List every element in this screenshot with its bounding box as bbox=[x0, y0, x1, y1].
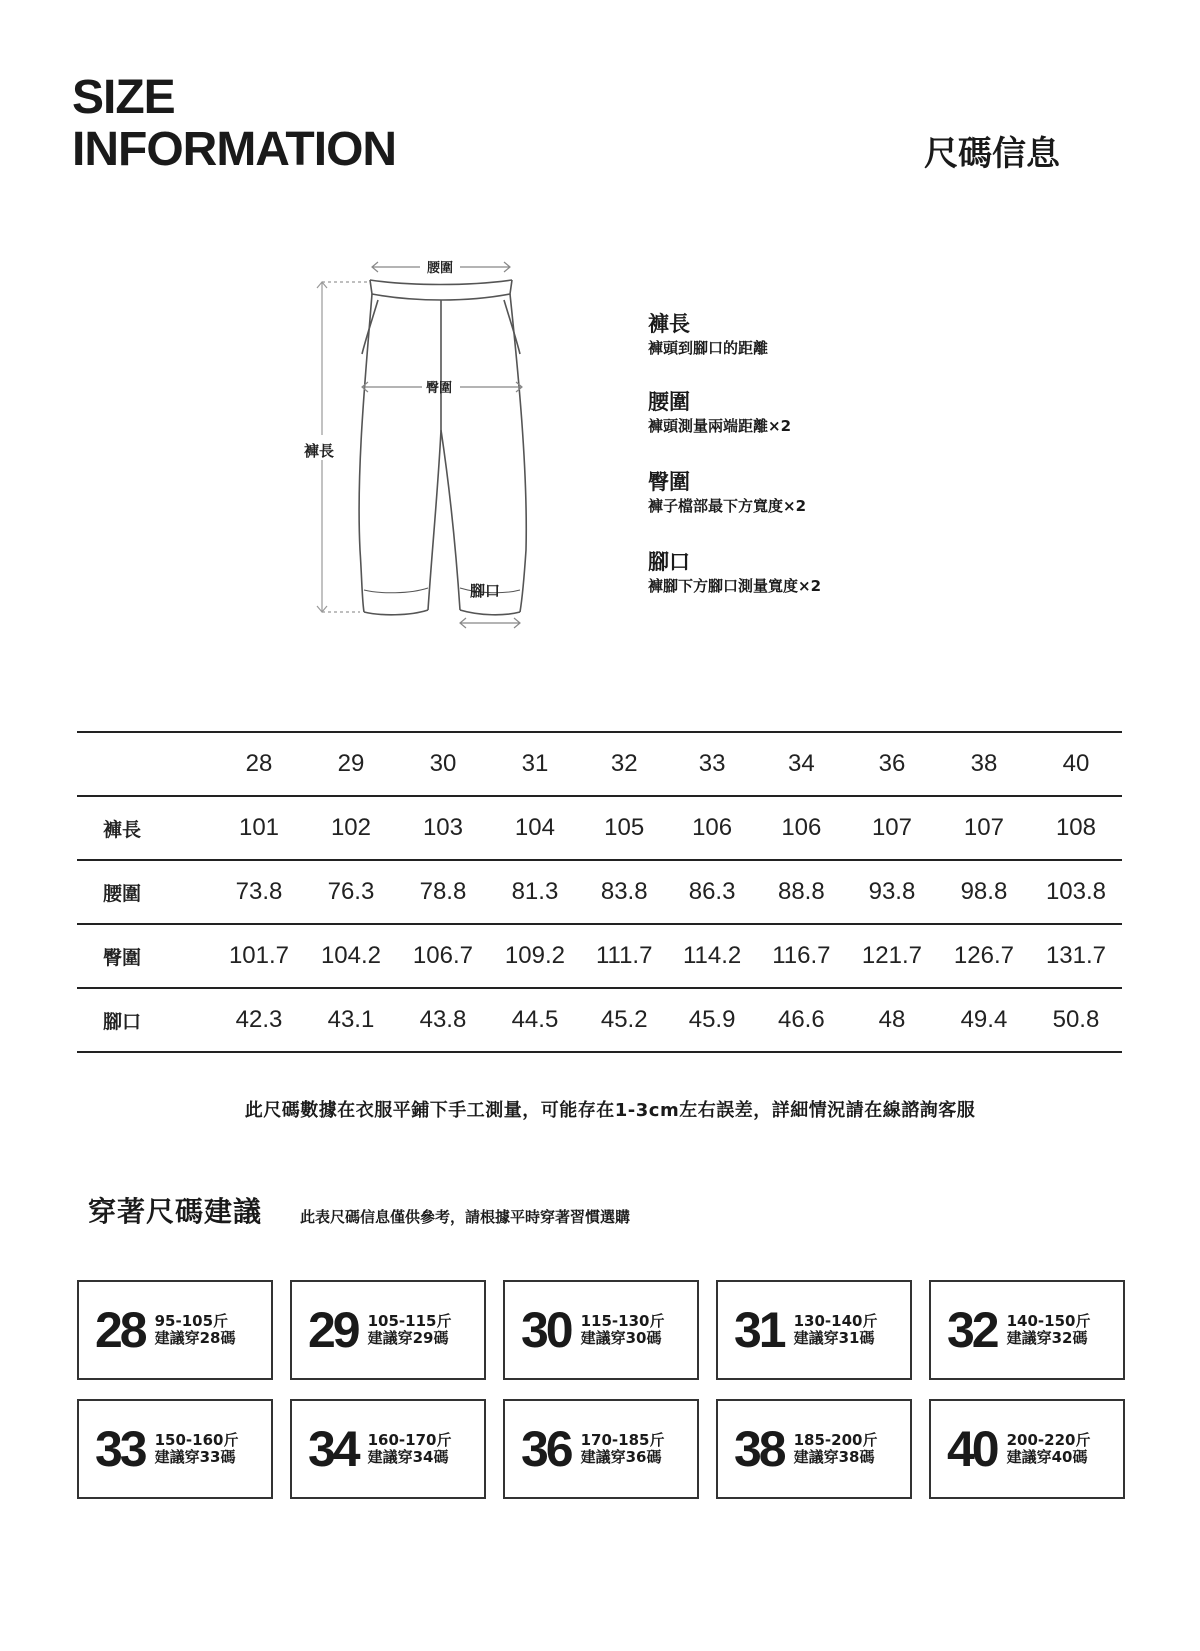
table-cell: 114.2 bbox=[682, 942, 742, 969]
legend-item-length bbox=[648, 312, 1008, 358]
table-cell: 103.8 bbox=[1045, 878, 1106, 905]
table-cell: 78.8 bbox=[419, 878, 467, 905]
card-size: 31 bbox=[734, 1302, 784, 1358]
card-advice: 建議穿29碼 bbox=[367, 1329, 449, 1347]
size-header-cell: 29 bbox=[337, 750, 365, 777]
table-cell: 50.8 bbox=[1052, 1006, 1100, 1033]
size-table bbox=[77, 731, 1122, 1053]
card-size: 29 bbox=[308, 1302, 358, 1358]
size-header-cell: 30 bbox=[429, 750, 457, 777]
table-cell: 73.8 bbox=[235, 878, 283, 905]
table-cell: 107 bbox=[963, 814, 1004, 841]
size-card bbox=[929, 1399, 1125, 1499]
card-size: 30 bbox=[521, 1302, 571, 1358]
title-english bbox=[72, 72, 396, 176]
table-cell: 105 bbox=[604, 814, 645, 841]
size-card bbox=[716, 1399, 912, 1499]
table-cell: 116.7 bbox=[772, 942, 831, 969]
table-cell: 131.7 bbox=[1045, 942, 1106, 969]
table-cell: 102 bbox=[330, 814, 371, 841]
card-weight-range: 150-160斤 bbox=[154, 1431, 239, 1449]
legend-desc: 褲子檔部最下方寬度×2 bbox=[648, 497, 807, 515]
card-weight-range: 185-200斤 bbox=[793, 1431, 878, 1449]
card-advice: 建議穿30碼 bbox=[580, 1329, 662, 1347]
table-cell: 106.7 bbox=[412, 942, 473, 969]
legend-item-hip bbox=[648, 470, 1008, 516]
table-cell: 83.8 bbox=[600, 878, 648, 905]
table-row bbox=[77, 796, 1122, 860]
card-weight-range: 130-140斤 bbox=[793, 1312, 878, 1330]
table-cell: 109.2 bbox=[504, 942, 565, 969]
recommendation-title: 穿著尺碼建議 bbox=[88, 1195, 263, 1228]
card-text bbox=[581, 1313, 665, 1347]
table-cell: 107 bbox=[871, 814, 912, 841]
card-advice: 建議穿38碼 bbox=[793, 1448, 875, 1466]
size-card bbox=[77, 1399, 273, 1499]
measurement-legend bbox=[648, 312, 1008, 630]
size-card bbox=[503, 1280, 699, 1380]
size-header-cell: 40 bbox=[1062, 750, 1090, 777]
card-weight-range: 160-170斤 bbox=[367, 1431, 452, 1449]
row-label: 腰圍 bbox=[103, 882, 142, 905]
size-card bbox=[290, 1280, 486, 1380]
card-advice: 建議穿40碼 bbox=[1006, 1448, 1088, 1466]
card-advice: 建議穿28碼 bbox=[154, 1329, 236, 1347]
table-row bbox=[77, 988, 1122, 1052]
table-cell: 101 bbox=[238, 814, 280, 841]
card-advice: 建議穿31碼 bbox=[793, 1329, 875, 1347]
table-cell: 48 bbox=[878, 1006, 906, 1033]
legend-name: 臀圍 bbox=[648, 470, 690, 494]
card-weight-range: 200-220斤 bbox=[1006, 1431, 1091, 1449]
card-weight-range: 170-185斤 bbox=[580, 1431, 665, 1449]
table-cell: 43.8 bbox=[419, 1006, 467, 1033]
size-header-cell: 38 bbox=[970, 750, 998, 777]
legend-name: 腳口 bbox=[648, 550, 690, 574]
card-text bbox=[794, 1313, 878, 1347]
size-card bbox=[716, 1280, 912, 1380]
table-cell: 44.5 bbox=[511, 1006, 559, 1033]
card-text bbox=[155, 1432, 239, 1466]
card-size: 32 bbox=[947, 1302, 997, 1358]
card-size: 28 bbox=[95, 1302, 145, 1358]
card-text bbox=[368, 1313, 452, 1347]
recommendation-subtitle: 此表尺碼信息僅供參考，請根據平時穿著習慣選購 bbox=[300, 1208, 631, 1226]
table-row bbox=[77, 860, 1122, 924]
table-cell: 86.3 bbox=[688, 878, 736, 905]
card-advice: 建議穿33碼 bbox=[154, 1448, 236, 1466]
card-size: 36 bbox=[521, 1421, 571, 1477]
table-cell: 121.7 bbox=[861, 942, 922, 969]
card-text bbox=[1007, 1432, 1091, 1466]
table-cell: 104 bbox=[514, 814, 555, 841]
row-label: 臀圍 bbox=[103, 946, 142, 969]
table-cell: 111.7 bbox=[595, 942, 653, 969]
table-cell: 106 bbox=[692, 814, 733, 841]
card-weight-range: 105-115斤 bbox=[367, 1312, 452, 1330]
card-weight-range: 95-105斤 bbox=[154, 1312, 229, 1330]
card-size: 40 bbox=[947, 1421, 997, 1477]
table-cell: 93.8 bbox=[868, 878, 916, 905]
legend-desc: 褲腳下方腳口測量寬度×2 bbox=[648, 577, 822, 595]
table-cell: 81.3 bbox=[511, 878, 559, 905]
legend-item-waist bbox=[648, 390, 1008, 436]
card-advice: 建議穿32碼 bbox=[1006, 1329, 1088, 1347]
table-cell: 88.8 bbox=[777, 878, 825, 905]
card-text bbox=[794, 1432, 878, 1466]
waist-label: 腰圍 bbox=[427, 261, 454, 276]
title-line-information: INFORMATION bbox=[72, 123, 397, 176]
card-text bbox=[368, 1432, 452, 1466]
hem-label: 腳口 bbox=[470, 582, 501, 600]
size-header-cell: 31 bbox=[521, 750, 549, 777]
size-header-row bbox=[77, 732, 1122, 796]
pants-illustration bbox=[300, 250, 560, 670]
table-cell: 103 bbox=[422, 814, 463, 841]
corner-cell bbox=[77, 732, 213, 796]
table-cell: 49.4 bbox=[960, 1006, 1008, 1033]
hip-label: 臀圍 bbox=[426, 381, 453, 396]
legend-item-hem bbox=[648, 550, 1008, 596]
table-cell: 126.7 bbox=[953, 942, 1014, 969]
table-row bbox=[77, 924, 1122, 988]
row-label: 褲長 bbox=[103, 818, 142, 841]
table-cell: 46.6 bbox=[777, 1006, 825, 1033]
card-advice: 建議穿34碼 bbox=[367, 1448, 449, 1466]
card-weight-range: 115-130斤 bbox=[580, 1312, 665, 1330]
row-label: 腳口 bbox=[103, 1010, 142, 1033]
table-cell: 45.2 bbox=[600, 1006, 648, 1033]
legend-name: 褲長 bbox=[648, 312, 690, 336]
table-cell: 98.8 bbox=[960, 878, 1008, 905]
card-size: 33 bbox=[95, 1421, 145, 1477]
size-card bbox=[77, 1280, 273, 1380]
size-header-cell: 34 bbox=[787, 750, 815, 777]
table-cell: 104.2 bbox=[320, 942, 381, 969]
table-cell: 43.1 bbox=[327, 1006, 375, 1033]
size-card bbox=[503, 1399, 699, 1499]
title-chinese: 尺碼信息 bbox=[924, 134, 1060, 174]
table-cell: 76.3 bbox=[327, 878, 375, 905]
legend-desc: 褲頭測量兩端距離×2 bbox=[648, 417, 792, 435]
card-text bbox=[155, 1313, 236, 1347]
card-size: 38 bbox=[734, 1421, 784, 1477]
length-label: 褲長 bbox=[304, 442, 335, 460]
measurement-note: 此尺碼數據在衣服平鋪下手工測量，可能存在1-3cm左右誤差，詳細情況請在線諮詢客服 bbox=[244, 1100, 976, 1121]
table-cell: 42.3 bbox=[235, 1006, 283, 1033]
table-cell: 45.9 bbox=[688, 1006, 736, 1033]
legend-name: 腰圍 bbox=[648, 390, 690, 414]
recommendation-grid bbox=[77, 1280, 1125, 1499]
size-header-cell: 33 bbox=[698, 750, 726, 777]
card-text bbox=[1007, 1313, 1091, 1347]
table-cell: 106 bbox=[781, 814, 822, 841]
card-advice: 建議穿36碼 bbox=[580, 1448, 662, 1466]
card-text bbox=[581, 1432, 665, 1466]
size-card bbox=[290, 1399, 486, 1499]
card-weight-range: 140-150斤 bbox=[1006, 1312, 1091, 1330]
legend-desc: 褲頭到腳口的距離 bbox=[648, 339, 769, 357]
size-header-cell: 32 bbox=[610, 750, 638, 777]
title-line-size: SIZE bbox=[72, 71, 175, 124]
card-size: 34 bbox=[308, 1421, 358, 1477]
pants-diagram bbox=[300, 250, 560, 670]
size-card bbox=[929, 1280, 1125, 1380]
size-header-cell: 28 bbox=[245, 750, 273, 777]
table-cell: 108 bbox=[1055, 814, 1096, 841]
size-header-cell: 36 bbox=[878, 750, 906, 777]
table-cell: 101.7 bbox=[228, 942, 290, 969]
